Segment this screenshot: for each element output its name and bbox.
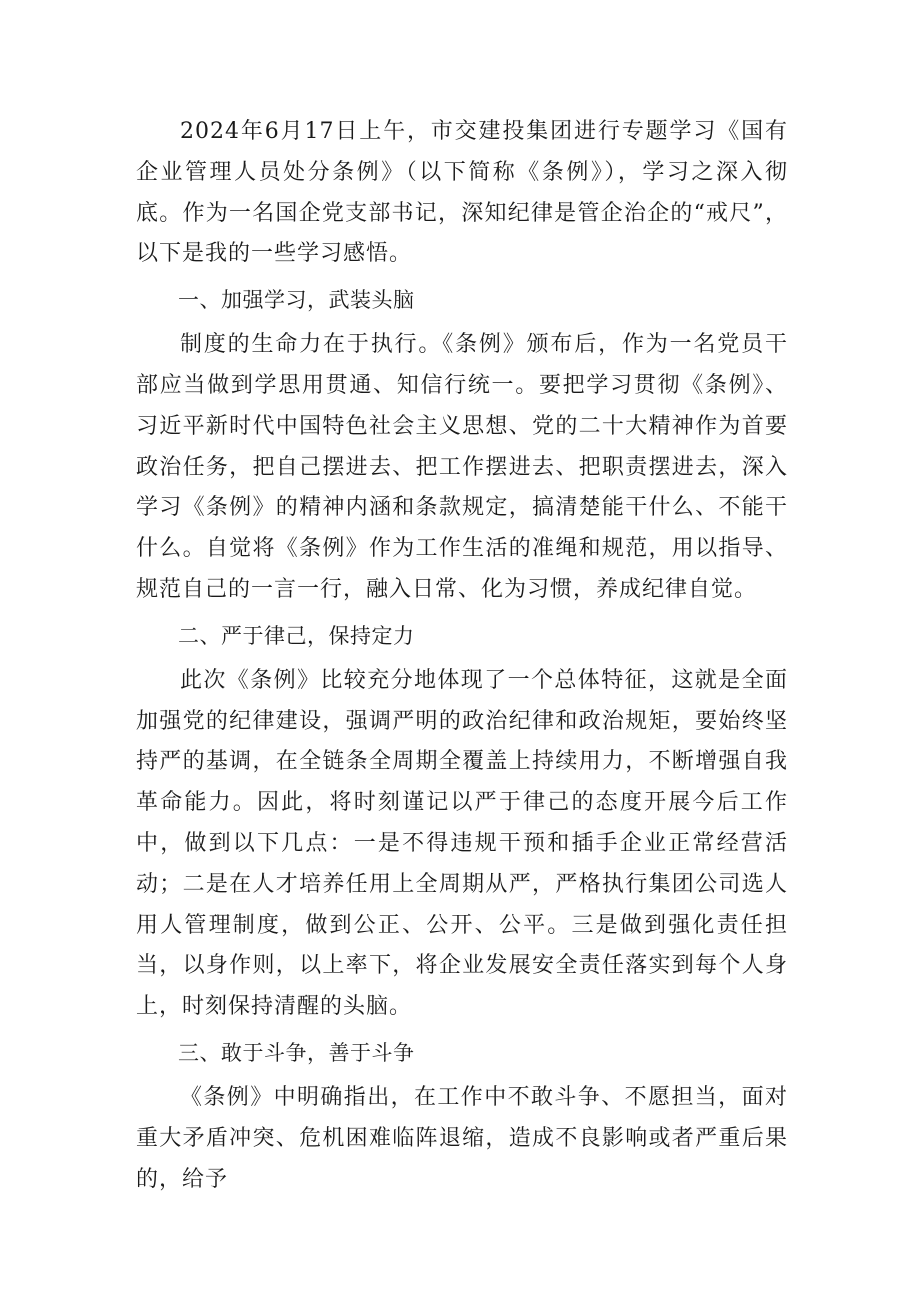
section-3-paragraph: 《条例》中明确指出，在工作中不敢斗争、不愿担当，面对重大矛盾冲突、危机困难临阵退缩，造成不良影响或者严重后果的，给予	[136, 1084, 788, 1192]
section-1-heading: 一、加强学习，武装头脑	[178, 288, 415, 313]
intro-paragraph: 2024年6月17日上午，市交建投集团进行专题学习《国有企业管理人员处分条例》（以下简称《条例》），学习之深入彻底。作为一名国企党支部书记，深知纪律是管企治企的“戒尺”，以下是我的一些学习感悟。	[136, 119, 788, 267]
section-2-heading: 二、严于律己，保持定力	[178, 623, 415, 648]
section-2-paragraph: 此次《条例》比较充分地体现了一个总体特征，这就是全面加强党的纪律建设，强调严明的政治纪律和政治规矩，要始终坚持严的基调，在全链条全周期全覆盖上持续用力，不断增强自我革命能力。因此，将时刻谨记以严于律己的态度开展今后工作中，做到以下几点：一是不得违规干预和插手企业正常经营活动；二是在人才培养任用上全周期从严，严格执行集团公司选人用人管理制度，做到公正、公开、公平。三是做到强化责任担当，以身作则，以上率下，将企业发展安全责任落实到每个人身上，时刻保持清醒的头脑。	[136, 667, 788, 1020]
section-3-heading: 三、敢于斗争，善于斗争	[178, 1040, 415, 1065]
document-body	[136, 112, 788, 1200]
section-1-paragraph: 制度的生命力在于执行。《条例》颁布后，作为一名党员干部应当做到学思用贯通、知信行统一。要把学习贯彻《条例》、习近平新时代中国特色社会主义思想、党的二十大精神作为首要政治任务，把自己摆进去、把工作摆进去、把职责摆进去，深入学习《条例》的精神内涵和条款规定，搞清楚能干什么、不能干什么。自觉将《条例》作为工作生活的准绳和规范，用以指导、规范自己的一言一行，融入日常、化为习惯，养成纪律自觉。	[136, 332, 788, 602]
